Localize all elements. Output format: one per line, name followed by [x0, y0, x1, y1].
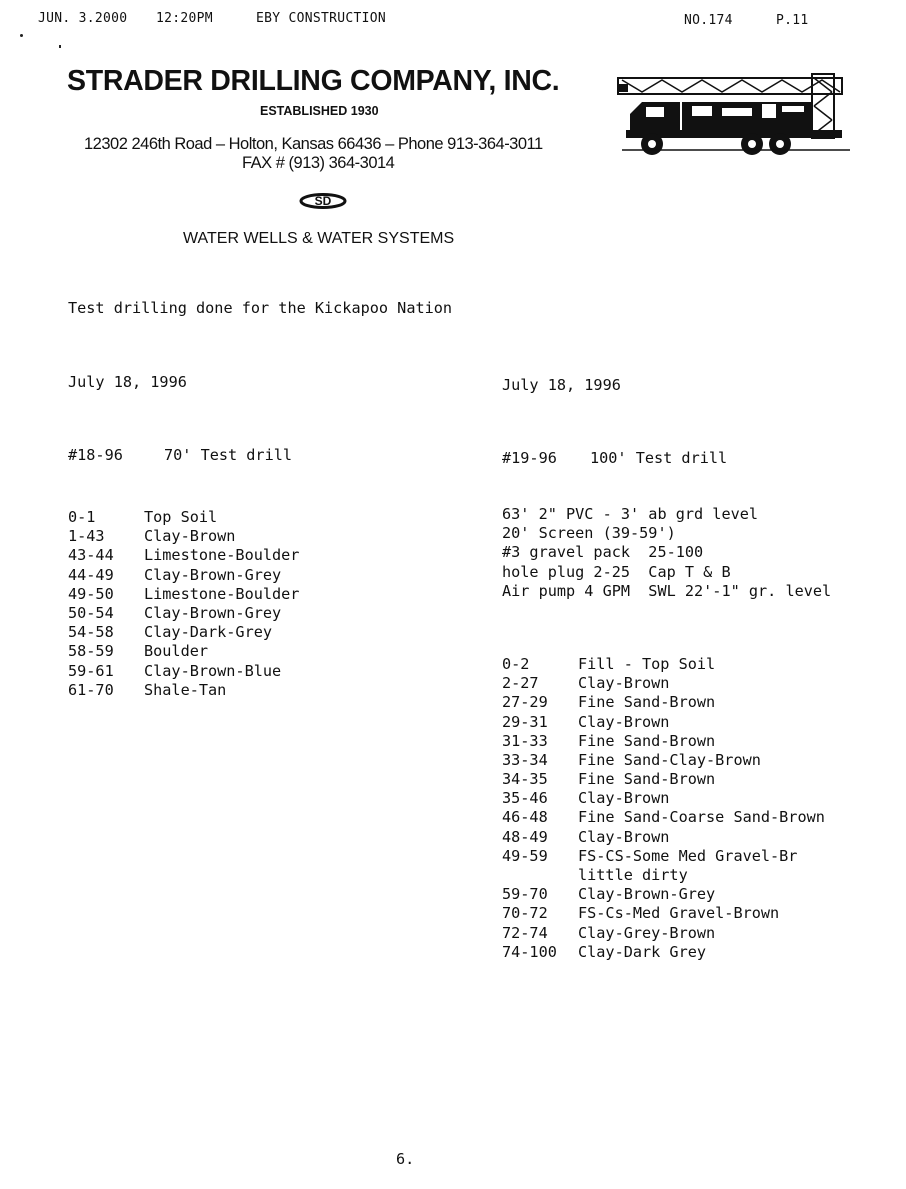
log-row [502, 943, 831, 962]
scan-speck [20, 34, 23, 37]
log-depth: 0-1 [68, 508, 96, 526]
test-date: July 18, 1996 [502, 376, 621, 394]
log-row [502, 770, 831, 789]
log-depth: 34-35 [502, 770, 548, 789]
log-depth: 44-49 [68, 565, 114, 584]
log-description: Fine Sand-Brown [578, 731, 716, 750]
drilling-truck-icon [612, 70, 852, 160]
log-row [68, 623, 299, 642]
log-depth: 31-33 [502, 731, 548, 750]
company-tagline: WATER WELLS & WATER SYSTEMS [183, 230, 455, 247]
log-depth: 70-72 [502, 904, 548, 923]
log-row [68, 546, 299, 565]
scan-speck [59, 45, 61, 48]
log-row [502, 789, 831, 808]
log-depth: 29-31 [502, 712, 548, 731]
log-row [502, 847, 831, 866]
log-row [68, 642, 299, 661]
log-description: Fine Sand-Clay-Brown [578, 750, 761, 769]
well-specifications [502, 505, 831, 601]
log-description: FS-Cs-Med Gravel-Brown [578, 904, 780, 923]
company-name: STRADER DRILLING COMPANY, INC. [67, 65, 560, 97]
log-depth: 74-100 [502, 942, 557, 961]
log-depth: 58-59 [68, 642, 114, 661]
log-row [502, 713, 831, 732]
log-description: little dirty [578, 866, 688, 884]
company-logo-icon [298, 191, 348, 211]
established-year: ESTABLISHED 1930 [260, 104, 379, 118]
log-description: Shale-Tan [144, 680, 227, 699]
spec-line: 63' 2" PVC - 3' ab grd level [502, 505, 759, 523]
boring-log [502, 655, 831, 962]
log-depth: 72-74 [502, 923, 548, 942]
log-depth: 50-54 [68, 603, 114, 622]
log-description: Fine Sand-Coarse Sand-Brown [578, 808, 825, 827]
intro-text: Test drilling done for the Kickapoo Nation [68, 299, 453, 317]
test-id: #18-96 [68, 446, 123, 464]
fax-date: JUN. 3.2000 [38, 11, 128, 26]
company-fax: FAX # (913) 364-3014 [242, 154, 395, 172]
log-description: Fill - Top Soil [578, 654, 716, 673]
log-row [502, 828, 831, 847]
log-description: Top Soil [144, 508, 218, 526]
test-heading [68, 446, 299, 464]
spec-line: Air pump 4 GPM SWL 22'-1" gr. level [502, 581, 832, 600]
company-address: 12302 246th Road – Holton, Kansas 66436 – Phone 913-364-3011 [84, 135, 543, 153]
log-description: Clay-Brown-Grey [144, 565, 282, 584]
svg-text:SD: SD [314, 194, 332, 208]
test-heading [502, 449, 831, 467]
log-depth: 46-48 [502, 808, 548, 827]
log-description: Limestone-Boulder [144, 584, 300, 603]
log-depth: 49-50 [68, 584, 114, 603]
fax-time: 12:20PM [156, 11, 213, 26]
log-depth: 43-44 [68, 546, 114, 565]
log-row [502, 751, 831, 770]
log-depth: 48-49 [502, 827, 548, 846]
log-row [68, 585, 299, 604]
log-description: Fine Sand-Brown [578, 693, 716, 712]
log-row [68, 508, 299, 527]
log-description: Clay-Brown-Blue [144, 661, 282, 680]
log-description: Clay-Brown [578, 789, 670, 808]
log-row [502, 924, 831, 943]
log-description: FS-CS-Some Med Gravel-Br [578, 846, 798, 865]
log-row [502, 866, 831, 885]
log-row [502, 904, 831, 923]
test-description: 100' Test drill [590, 449, 728, 467]
test-id: #19-96 [502, 449, 557, 467]
log-description: Clay-Brown-Grey [578, 885, 716, 904]
log-row [502, 693, 831, 712]
log-depth: 2-27 [502, 674, 539, 693]
log-depth [502, 866, 578, 885]
log-row [68, 681, 299, 700]
log-row [502, 674, 831, 693]
log-description: Clay-Brown [578, 674, 670, 693]
log-depth: 54-58 [68, 623, 114, 642]
log-description: Fine Sand-Brown [578, 770, 716, 789]
fax-number: NO.174 [684, 13, 733, 28]
test-drill-19-96 [502, 340, 831, 980]
log-depth: 61-70 [68, 680, 114, 699]
spec-line: 20' Screen (39-59') [502, 524, 676, 543]
log-depth: 27-29 [502, 693, 548, 712]
boring-log [68, 508, 299, 700]
log-depth: 1-43 [68, 527, 105, 546]
log-description: Clay-Grey-Brown [578, 923, 716, 942]
log-description: Clay-Brown-Grey [144, 603, 282, 622]
log-description: Boulder [144, 642, 209, 661]
spec-line: #3 gravel pack 25-100 [502, 543, 704, 562]
log-description: Limestone-Boulder [144, 546, 300, 565]
page-number: 6. [396, 1150, 415, 1168]
test-drill-18-96 [68, 337, 299, 718]
log-row [68, 566, 299, 585]
log-description: Clay-Brown [144, 527, 236, 546]
test-date: July 18, 1996 [68, 373, 187, 391]
log-depth: 59-70 [502, 885, 548, 904]
log-row [502, 655, 831, 674]
log-depth: 35-46 [502, 789, 548, 808]
fax-page: P.11 [776, 13, 809, 28]
log-depth: 33-34 [502, 750, 548, 769]
log-row [68, 662, 299, 681]
log-row [502, 885, 831, 904]
test-description: 70' Test drill [164, 446, 293, 464]
log-depth: 59-61 [68, 661, 114, 680]
log-row [502, 732, 831, 751]
log-depth: 49-59 [502, 846, 548, 865]
log-description: Clay-Dark-Grey [144, 623, 273, 642]
log-depth: 0-2 [502, 654, 530, 673]
spec-line: hole plug 2-25 Cap T & B [502, 562, 731, 581]
log-row [502, 808, 831, 827]
fax-sender: EBY CONSTRUCTION [256, 11, 387, 26]
log-description: Clay-Dark Grey [578, 942, 707, 961]
log-row [68, 527, 299, 546]
log-description: Clay-Brown [578, 827, 670, 846]
log-row [68, 604, 299, 623]
log-description: Clay-Brown [578, 712, 670, 731]
